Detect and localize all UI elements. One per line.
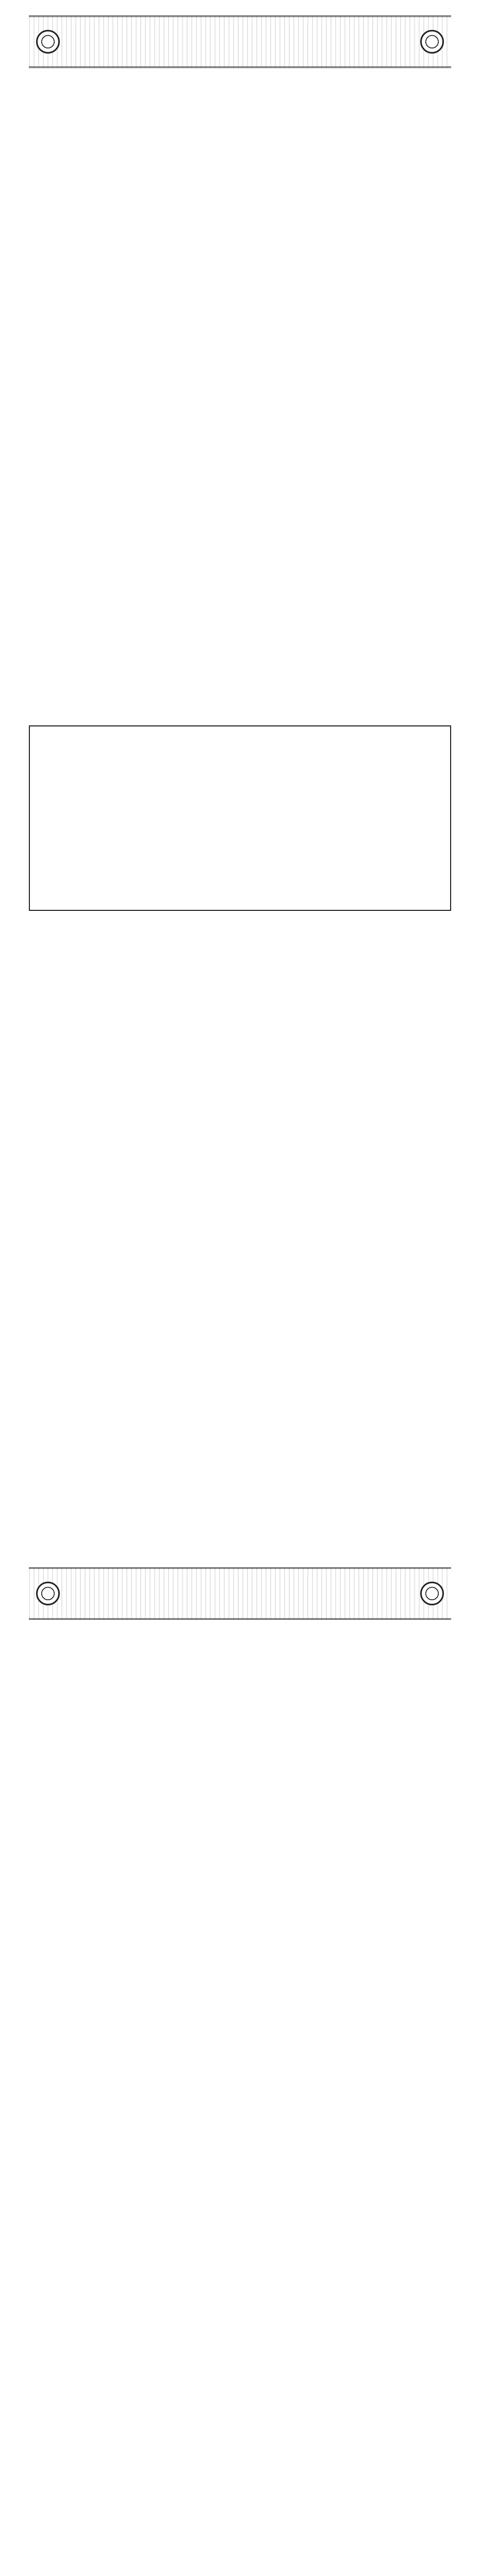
paragraph (29, 690, 451, 714)
verse-header-bottom (29, 1567, 451, 1620)
quoted-verse (29, 1020, 451, 1045)
paragraph (29, 1214, 451, 1238)
paragraph (29, 1439, 451, 1463)
paragraph (29, 401, 451, 425)
paragraph (29, 1695, 451, 1719)
paragraph (29, 1471, 451, 1495)
verse-ornament-icon (36, 30, 60, 54)
verse-header-top (29, 15, 451, 68)
paragraph (29, 1117, 451, 1141)
paragraph (29, 111, 451, 135)
paragraph (29, 79, 451, 103)
paragraph (29, 1503, 451, 1527)
paragraph (29, 1085, 451, 1109)
paragraph (29, 1535, 451, 1559)
paragraph (29, 337, 451, 361)
quoted-verse (29, 433, 451, 457)
footnote (39, 828, 441, 848)
paragraph (29, 1246, 451, 1269)
quoted-verse (29, 1278, 451, 1302)
paragraph (29, 1343, 451, 1366)
verse-ornament-icon (36, 1582, 60, 1605)
paragraph (29, 530, 451, 553)
footnote (39, 734, 441, 753)
paragraph (29, 1311, 451, 1334)
footnote (39, 781, 441, 801)
paragraph (29, 369, 451, 393)
paragraph (29, 1375, 451, 1398)
paragraph (29, 466, 451, 489)
quoted-verse (29, 562, 451, 586)
paragraph (29, 1182, 451, 1206)
paragraph (29, 658, 451, 682)
paragraph (29, 143, 451, 167)
paragraph (29, 595, 451, 618)
paragraph (29, 1631, 451, 1655)
paragraph (29, 924, 451, 948)
quoted-verse (29, 304, 451, 329)
quoted-verse (29, 1406, 451, 1431)
footnote (39, 852, 441, 872)
footnote-box (29, 725, 451, 911)
paragraph (29, 272, 451, 296)
paragraph (29, 240, 451, 264)
verse-ornament-icon (420, 1582, 444, 1605)
paragraph (29, 626, 451, 650)
quoted-verse (29, 1149, 451, 1174)
paragraph (29, 1053, 451, 1077)
paragraph (29, 498, 451, 521)
paragraph (29, 956, 451, 980)
paragraph (29, 988, 451, 1012)
footnote (39, 805, 441, 824)
quoted-verse (29, 175, 451, 200)
page-blank-area (29, 1727, 451, 2551)
verse-ornament-icon (420, 30, 444, 54)
paragraph (29, 1663, 451, 1687)
footnote (39, 757, 441, 777)
paragraph (29, 208, 451, 232)
